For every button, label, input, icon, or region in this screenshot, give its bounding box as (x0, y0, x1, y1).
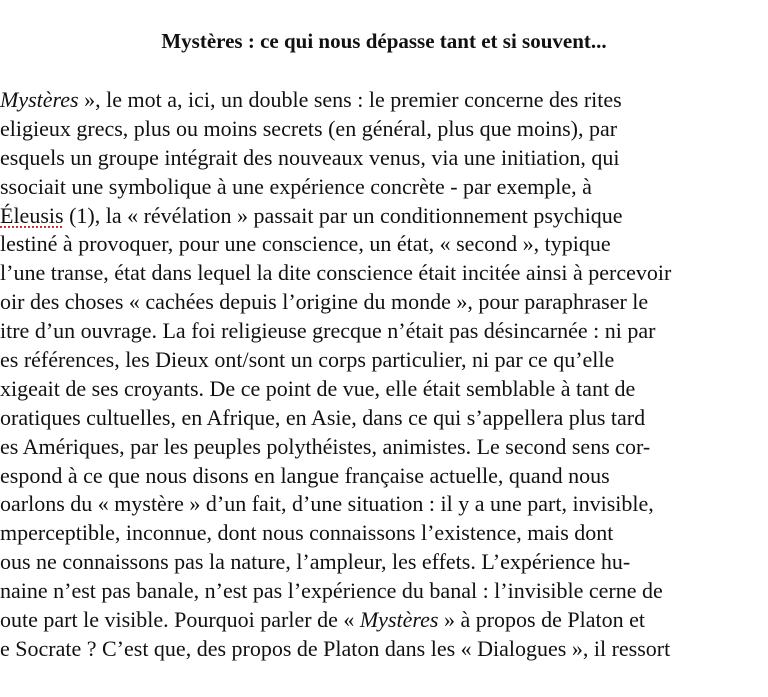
text-line-3: esquels un groupe intégrait des nouveaux venus, via une initiation, qui (0, 144, 620, 170)
text-line-15: oarlons du « mystère » d’un fait, d’une situation : il y a une part, invisible, (0, 491, 654, 517)
text-line-18: naine n’est pas banale, n’est pas l’expérience du banal : l’invisible cerne de (0, 578, 663, 604)
text-line-7: l’une transe, état dans lequel la dite conscience était incitée ainsi à percevoir (0, 260, 672, 286)
text-line-20: e Socrate ? C’est que, des propos de Platon dans les « Dialogues », il ressort (0, 635, 671, 661)
text-line-10: es références, les Dieux ont/sont un corps particulier, ni par ce qu’elle (0, 347, 615, 373)
text-line-1: Mystères », le mot a, ici, un double sens : le premier concerne des rites (0, 87, 622, 112)
text-line-17: ous ne connaissons pas la nature, l’ampleur, les effets. L’expérience hu- (0, 549, 631, 575)
text-line-13: es Amériques, par les peuples polythéistes, animistes. Le second sens cor- (0, 433, 651, 459)
text-line-5: Éleusis (1), la « révélation » passait par un conditionnement psychique (0, 202, 623, 228)
text-line-11: xigeait de ses croyants. De ce point de vue, elle était semblable à tant de (0, 375, 636, 401)
text-line-16: mperceptible, inconnue, dont nous connaissons l’existence, mais dont (0, 520, 614, 546)
text-line-2: eligieux grecs, plus ou moins secrets (en général, plus que moins), par (0, 115, 618, 141)
document-title: Mystères : ce qui nous dépasse tant et si souvent... (161, 29, 607, 53)
italic-word: Mystères (359, 607, 439, 633)
text-line-19: oute part le visible. Pourquoi parler de « Mystères » à propos de Platon et (0, 607, 645, 633)
italic-word: Mystères (0, 87, 79, 112)
text-line-6: lestiné à provoquer, pour une conscience, un état, « second », typique (0, 231, 611, 257)
text-line-8: oir des choses « cachées depuis l’origine du monde », pour paraphraser le (0, 289, 649, 315)
text-line-14: espond à ce que nous disons en langue française actuelle, quand nous (0, 462, 610, 488)
text-line-12: oratiques cultuelles, en Afrique, en Asie, dans ce qui s’appellera plus tard (0, 404, 646, 430)
text-line-4: ssociait une symbolique à une expérience concrète - par exemple, à (0, 173, 592, 199)
text-line-9: itre d’un ouvrage. La foi religieuse grecque n’était pas désincarnée : ni par (0, 318, 656, 344)
spellcheck-word[interactable]: Éleusis (0, 202, 64, 228)
document-body (0, 86, 768, 664)
